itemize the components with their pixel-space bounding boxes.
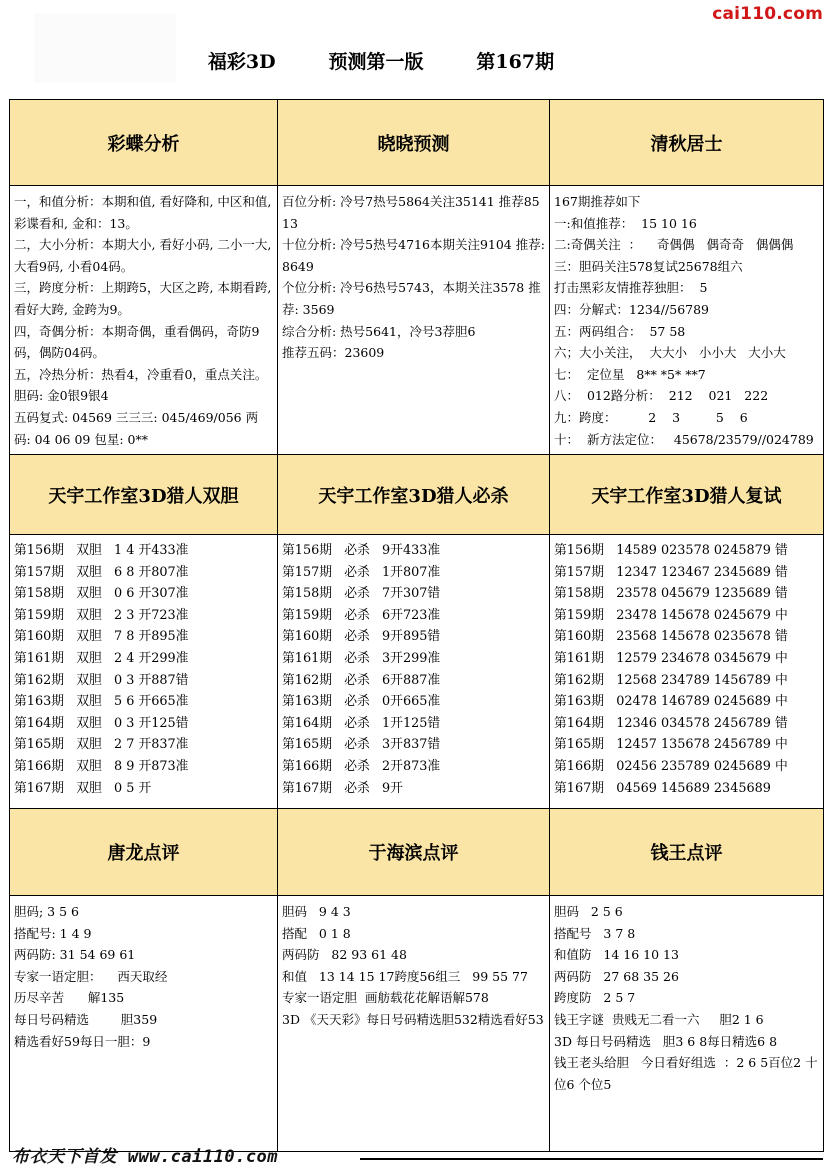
text-line: 第167期 04569 145689 2345689 (554, 780, 771, 796)
section-header-qingqiu: 清秋居士 (550, 100, 824, 186)
text-line: 五码复式: 04569 三三三: 045/469/056 两码: 04 06 09 包星: 0** (14, 409, 259, 447)
text-line: 钱王老头给胆 今日看好组选 ：2 6 5百位2 十位6 个位5 (554, 1055, 818, 1092)
section-body-xiaoxiao (278, 186, 550, 455)
text-line: 第167期 双胆 0 5 开 (14, 780, 152, 796)
text-line: 四：分解式：1234//56789 (554, 301, 709, 317)
text-line: 第162期 双胆 0 3 开887错 (14, 672, 189, 688)
text-line: 二:奇偶关注 ： 奇偶偶 偶奇奇 偶偶偶 (554, 237, 794, 253)
text-line: 搭配号: 1 4 9 (14, 925, 92, 941)
text-line: 第160期 23568 145678 0235678 错 (554, 629, 788, 645)
text-line: 第166期 02456 235789 0245689 中 (554, 758, 788, 774)
section-header-tanglong: 唐龙点评 (10, 809, 278, 896)
text-line: 搭配 0 1 8 (282, 925, 351, 941)
text-line: 一:和值推荐： 15 10 16 (554, 215, 697, 231)
section-header-caidie: 彩蝶分析 (10, 100, 278, 186)
text-line: 两码防 27 68 35 26 (554, 968, 679, 984)
text-line: 第165期 双胆 2 7 开837准 (14, 737, 189, 753)
text-line: 第161期 12579 234678 0345679 中 (554, 650, 788, 666)
section-body-tianyu-shuangdan (10, 535, 278, 809)
text-line: 搭配号 3 7 8 (554, 925, 636, 941)
text-line: 第162期 12568 234789 1456789 中 (554, 672, 788, 688)
text-line: 专家一语定胆： 西天取经 (14, 968, 168, 984)
text-line: 九：跨度： 2 3 5 6 (554, 409, 748, 425)
text-line: 钱王字谜 贵贱无二看一六 胆2 1 6 (554, 1011, 764, 1027)
text-line: 第157期 12347 123467 2345689 错 (554, 564, 788, 580)
text-line: 第162期 必杀 6开887准 (282, 672, 441, 688)
text-line: 胆码 2 5 6 (554, 904, 623, 919)
text-line: 第159期 双胆 2 3 开723准 (14, 607, 189, 623)
page-title: 福彩3D 预测第一版 第167期 (207, 51, 555, 73)
section-header-tianyu-fushi: 天宇工作室3D猎人复试 (550, 455, 824, 535)
text-line: 胆码 9 4 3 (282, 904, 351, 919)
text-line: 第156期 14589 023578 0245879 错 (554, 543, 788, 558)
section-body-tianyu-bisha (278, 535, 550, 809)
text-line: 第156期 必杀 9开433准 (282, 543, 441, 558)
text-line: 历尽辛苦 解135 (14, 990, 125, 1006)
section-body-tianyu-fushi (550, 535, 824, 809)
text-line: 五，冷热分析：热看4，冷重看0，重点关注。 胆码: 金0银9银4 (14, 366, 276, 404)
text-line: 第157期 双胆 6 8 开807准 (14, 564, 189, 580)
text-line: 第159期 必杀 6开723准 (282, 607, 441, 623)
text-line: 每日号码精选 胆359 (14, 1011, 158, 1027)
text-line: 综合分析: 热号5641，冷号3荐胆6 (282, 323, 476, 339)
text-line: 两码防 82 93 61 48 (282, 947, 407, 963)
section-header-tianyu-shuangdan: 天宇工作室3D猎人双胆 (10, 455, 278, 535)
text-line: 两码防: 31 54 69 61 (14, 947, 136, 963)
text-line: 第164期 必杀 1开125错 (282, 715, 441, 731)
section-header-yuhaibin: 于海滨点评 (278, 809, 550, 896)
text-line: 专家一语定胆 画舫载花花解语解578 (282, 990, 489, 1006)
text-line: 第166期 必杀 2开873准 (282, 758, 441, 774)
text-line: 跨度防 2 5 7 (554, 990, 636, 1006)
footer-divider (360, 1158, 823, 1160)
text-line: 一，和值分析：本期和值, 看好降和, 中区和值, 彩谍看和, 金和：13。 (14, 194, 276, 231)
text-line: 和值 13 14 15 17跨度56组三 99 55 77 (282, 968, 528, 984)
text-line: 第165期 必杀 3开837错 (282, 737, 441, 753)
text-line: 第157期 必杀 1开807准 (282, 564, 441, 580)
text-line: 八： 012路分析： 212 021 222 (554, 388, 769, 404)
text-line: 个位分析: 冷号6热号5743，本期关注3578 推荐: 3569 (282, 280, 541, 317)
text-line: 167期推荐如下 (554, 194, 641, 209)
text-line: 推荐五码：23609 (282, 345, 385, 361)
text-line: 第167期 必杀 9开 (282, 780, 403, 796)
text-line: 第158期 23578 045679 1235689 错 (554, 586, 788, 602)
section-header-tianyu-bisha: 天宇工作室3D猎人必杀 (278, 455, 550, 535)
text-line: 第158期 双胆 0 6 开307准 (14, 586, 189, 602)
text-line: 第165期 12457 135678 2456789 中 (554, 737, 788, 753)
text-line: 第159期 23478 145678 0245679 中 (554, 607, 788, 623)
text-line: 百位分析: 冷号7热号5864关注35141 推荐8513 (282, 194, 540, 231)
site-logo: cai110.com (712, 4, 823, 24)
text-line: 第163期 双胆 5 6 开665准 (14, 694, 189, 710)
text-line: 胆码; 3 5 6 (14, 904, 79, 919)
section-header-qianwang: 钱王点评 (550, 809, 824, 896)
text-line: 和值防 14 16 10 13 (554, 947, 679, 963)
text-line: 第158期 必杀 7开307错 (282, 586, 441, 602)
text-line: 七： 定位星 8** *5* **7 (554, 366, 706, 382)
text-line: 五：两码组合： 57 58 (554, 323, 686, 339)
text-line: 十位分析: 冷号5热号4716本期关注9104 推荐: 8649 (282, 237, 549, 274)
text-line: 三：胆码关注578复试25678组六 (554, 258, 743, 274)
text-line: 第160期 双胆 7 8 开895准 (14, 629, 189, 645)
prediction-grid (9, 99, 824, 1152)
text-line: 第161期 双胆 2 4 开299准 (14, 650, 189, 666)
text-line: 3D 《天天彩》每日号码精选胆532精选看好53 (282, 1011, 544, 1027)
section-body-tanglong (10, 896, 278, 1152)
text-line: 打击黑彩友情推荐独胆： 5 (554, 280, 708, 296)
section-body-caidie (10, 186, 278, 455)
text-line: 十： 新方法定位： 45678/23579//024789 (554, 431, 814, 447)
footer-banner: 布衣天下首发 www.cai110.com (12, 1147, 279, 1167)
text-line: 第160期 必杀 9开895错 (282, 629, 441, 645)
text-line: 四，奇偶分析：本期奇偶，重看偶码，奇防9码，偶防04码。 (14, 323, 260, 361)
text-line: 二，大小分析：本期大小, 看好小码, 二小一大, 大看9码, 小看04码。 (14, 237, 276, 274)
text-line: 第164期 12346 034578 2456789 错 (554, 715, 788, 731)
text-line: 第156期 双胆 1 4 开433准 (14, 543, 189, 558)
text-line: 3D 每日号码精选 胆3 6 8每日精选6 8 (554, 1033, 778, 1049)
text-line: 第163期 02478 146789 0245689 中 (554, 694, 788, 710)
section-body-qingqiu (550, 186, 824, 455)
text-line: 精选看好59每日一胆：9 (14, 1033, 151, 1049)
text-line: 第164期 双胆 0 3 开125错 (14, 715, 189, 731)
section-body-qianwang (550, 896, 824, 1152)
text-line: 六；大小关注， 大大小 小小大 大小大 (554, 345, 786, 361)
section-body-yuhaibin (278, 896, 550, 1152)
text-line: 第161期 必杀 3开299准 (282, 650, 441, 666)
text-line: 三，跨度分析：上期跨5，大区之跨, 本期看跨, 看好大跨, 金跨为9。 (14, 280, 276, 317)
text-line: 第166期 双胆 8 9 开873准 (14, 758, 189, 774)
text-line: 第163期 必杀 0开665准 (282, 694, 441, 710)
section-header-xiaoxiao: 晓晓预测 (278, 100, 550, 186)
